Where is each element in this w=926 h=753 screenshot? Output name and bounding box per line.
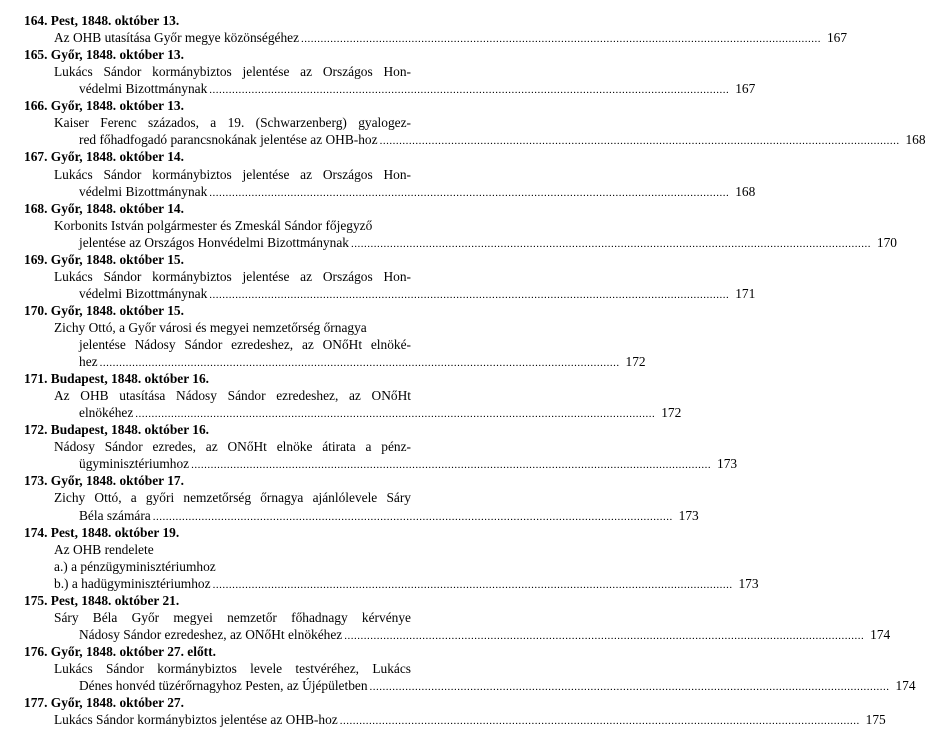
- entry-text: 176. Győr, 1848. október 27. előtt.: [24, 643, 216, 659]
- entry-text: 168. Győr, 1848. október 14.: [24, 200, 184, 216]
- entry-title-line: [0, 268, 534, 285]
- entry-heading: [0, 694, 534, 711]
- entry-title-line: [0, 541, 534, 558]
- entry-text: védelmi Bizottmánynak: [79, 285, 208, 301]
- entry-text: 175. Pest, 1848. október 21.: [24, 592, 180, 608]
- entry-title-line: [0, 711, 886, 728]
- entry-title-line: [0, 353, 646, 370]
- entry-text: b.) a hadügyminisztériumhoz: [54, 575, 211, 591]
- dot-leader: ................................................................................................................................................................: [344, 629, 865, 642]
- entry-text: 164. Pest, 1848. október 13.: [24, 13, 180, 28]
- entry-text: Dénes honvéd tüzérőrnagyhoz Pesten, az Újépületben: [79, 678, 368, 693]
- entry-text: 169. Győr, 1848. október 15.: [24, 251, 184, 267]
- entry-title-line: [0, 387, 534, 404]
- entry-text: Lukács Sándor kormánybiztos jelentése az OHB-hoz: [54, 712, 338, 728]
- entry-title-line: [0, 29, 848, 46]
- entry-title-line: [0, 183, 756, 200]
- entry-text: hez: [79, 354, 98, 369]
- entry-title-line: [0, 507, 699, 524]
- entry-heading: [0, 302, 534, 319]
- entry-heading: [0, 12, 534, 29]
- entry-title-line: [0, 455, 738, 472]
- dot-leader: ................................................................................................................................................................: [209, 186, 730, 199]
- entry-text: védelmi Bizottmánynak: [79, 183, 208, 199]
- dot-leader: ................................................................................................................................................................: [369, 681, 890, 693]
- page-number: 174: [895, 678, 916, 693]
- page-number: 168: [735, 183, 756, 199]
- entry-text: Kaiser Ferenc százados, a 19. (Schwarzenberg) gyalogez-: [54, 115, 411, 131]
- entry-heading: [0, 46, 534, 63]
- entry-title-line: [0, 166, 534, 183]
- entry-title-line: [0, 575, 759, 592]
- entry-title-line: [0, 660, 534, 677]
- entry-heading: [0, 472, 534, 489]
- entry-text: 166. Győr, 1848. október 13.: [24, 98, 184, 114]
- dot-leader: ................................................................................................................................................................: [301, 33, 822, 46]
- page-number: 172: [661, 405, 682, 421]
- entry-text: 165. Győr, 1848. október 13.: [24, 47, 184, 63]
- page-number: 173: [717, 456, 738, 472]
- dot-leader: ................................................................................................................................................................: [135, 408, 656, 421]
- entry-text: Béla számára: [79, 507, 151, 523]
- entry-text: a.) a pénzügyminisztériumhoz: [54, 558, 216, 574]
- dot-leader: ................................................................................................................................................................: [339, 715, 860, 728]
- page-number: 173: [678, 507, 699, 523]
- entry-text: 170. Győr, 1848. október 15.: [24, 302, 184, 318]
- entry-title-line: [0, 677, 916, 694]
- entry-heading: [0, 524, 534, 541]
- page-number: 170: [876, 234, 897, 250]
- entry-title-line: [0, 217, 534, 234]
- entry-title-line: [0, 438, 534, 455]
- entry-text: Lukács Sándor kormánybiztos jelentése az Országos Hon-: [54, 64, 411, 80]
- entry-title-line: [0, 63, 534, 80]
- page-number: 175: [865, 712, 886, 728]
- page-number: 167: [826, 30, 848, 46]
- entry-text: Zichy Ottó, a győri nemzetőrség őrnagya ajánlólevele Sáry: [54, 490, 411, 506]
- page-number: 172: [625, 354, 646, 369]
- entry-title-line: [0, 80, 756, 97]
- entry-title-line: [0, 285, 756, 302]
- entry-text: Sáry Béla Győr megyei nemzetőr főhadnagy kérvénye: [54, 609, 411, 625]
- entry-text: Korbonits István polgármester és Zmeskál Sándor főjegyző: [54, 217, 373, 233]
- entry-heading: [0, 97, 534, 114]
- page-number: 173: [738, 575, 759, 591]
- dot-leader: ................................................................................................................................................................: [209, 84, 730, 97]
- dot-leader: ................................................................................................................................................................: [209, 288, 730, 301]
- page-number: 167: [735, 81, 756, 97]
- entry-text: Zichy Ottó, a Győr városi és megyei nemzetőrség őrnagya: [54, 319, 367, 335]
- entry-title-line: [0, 404, 682, 421]
- page-number: 171: [735, 285, 756, 301]
- entry-text: Lukács Sándor kormánybiztos jelentése az Országos Hon-: [54, 268, 411, 284]
- dot-leader: ................................................................................................................................................................: [99, 357, 620, 369]
- entry-heading: [0, 148, 534, 165]
- entry-heading: [0, 421, 534, 438]
- entry-text: Az OHB utasítása Győr megye közönségéhez: [54, 30, 300, 46]
- entry-title-line: [0, 489, 534, 506]
- entry-text: Az OHB rendelete: [54, 541, 154, 557]
- entry-text: 171. Budapest, 1848. október 16.: [24, 371, 210, 387]
- entry-text: red főhadfogadó parancsnokának jelentése az OHB-hoz: [79, 132, 378, 148]
- entry-heading: [0, 643, 534, 660]
- entry-heading: [0, 370, 534, 387]
- dot-leader: ................................................................................................................................................................: [379, 135, 900, 148]
- entry-title-line: [0, 319, 534, 336]
- entry-text: Nádosy Sándor ezredeshez, az ONőHt elnökéhez: [79, 626, 343, 642]
- entry-title-line: [0, 234, 897, 251]
- page-number: 168: [905, 132, 926, 148]
- entry-title-line: [0, 626, 891, 643]
- dot-leader: ................................................................................................................................................................: [152, 510, 673, 523]
- entry-heading: [0, 251, 534, 268]
- page-number: 174: [870, 626, 891, 642]
- dot-leader: ................................................................................................................................................................: [350, 237, 871, 250]
- entry-text: Lukács Sándor kormánybiztos jelentése az Országos Hon-: [54, 166, 411, 182]
- entry-text: Az OHB utasítása Nádosy Sándor ezredeshez, az ONőHt: [54, 388, 411, 404]
- entry-text: 172. Budapest, 1848. október 16.: [24, 422, 210, 438]
- entry-text: 173. Győr, 1848. október 17.: [24, 473, 184, 489]
- entry-text: 174. Pest, 1848. október 19.: [24, 524, 180, 540]
- entry-text: jelentése Nádosy Sándor ezredeshez, az ONőHt elnöké-: [79, 336, 411, 352]
- entry-text: ügyminisztériumhoz: [79, 456, 190, 472]
- entry-title-line: [0, 131, 926, 148]
- entry-text: 177. Győr, 1848. október 27.: [24, 695, 184, 710]
- entry-text: védelmi Bizottmánynak: [79, 81, 208, 97]
- entry-text: Nádosy Sándor ezredes, az ONőHt elnöke átirata a pénz-: [54, 439, 411, 455]
- entry-text: jelentése az Országos Honvédelmi Bizottmánynak: [79, 234, 349, 250]
- dot-leader: ................................................................................................................................................................: [212, 578, 733, 591]
- entry-text: elnökéhez: [79, 405, 134, 421]
- entry-text: Lukács Sándor kormánybiztos levele testvéréhez, Lukács: [54, 660, 411, 676]
- entry-heading: [0, 200, 534, 217]
- entry-title-line: [0, 558, 534, 575]
- dot-leader: ................................................................................................................................................................: [191, 459, 712, 472]
- entry-title-line: [0, 609, 534, 626]
- entry-title-line: [0, 114, 534, 131]
- entry-heading: [0, 592, 534, 609]
- entry-title-line: [0, 336, 534, 353]
- entry-text: 167. Győr, 1848. október 14.: [24, 149, 184, 165]
